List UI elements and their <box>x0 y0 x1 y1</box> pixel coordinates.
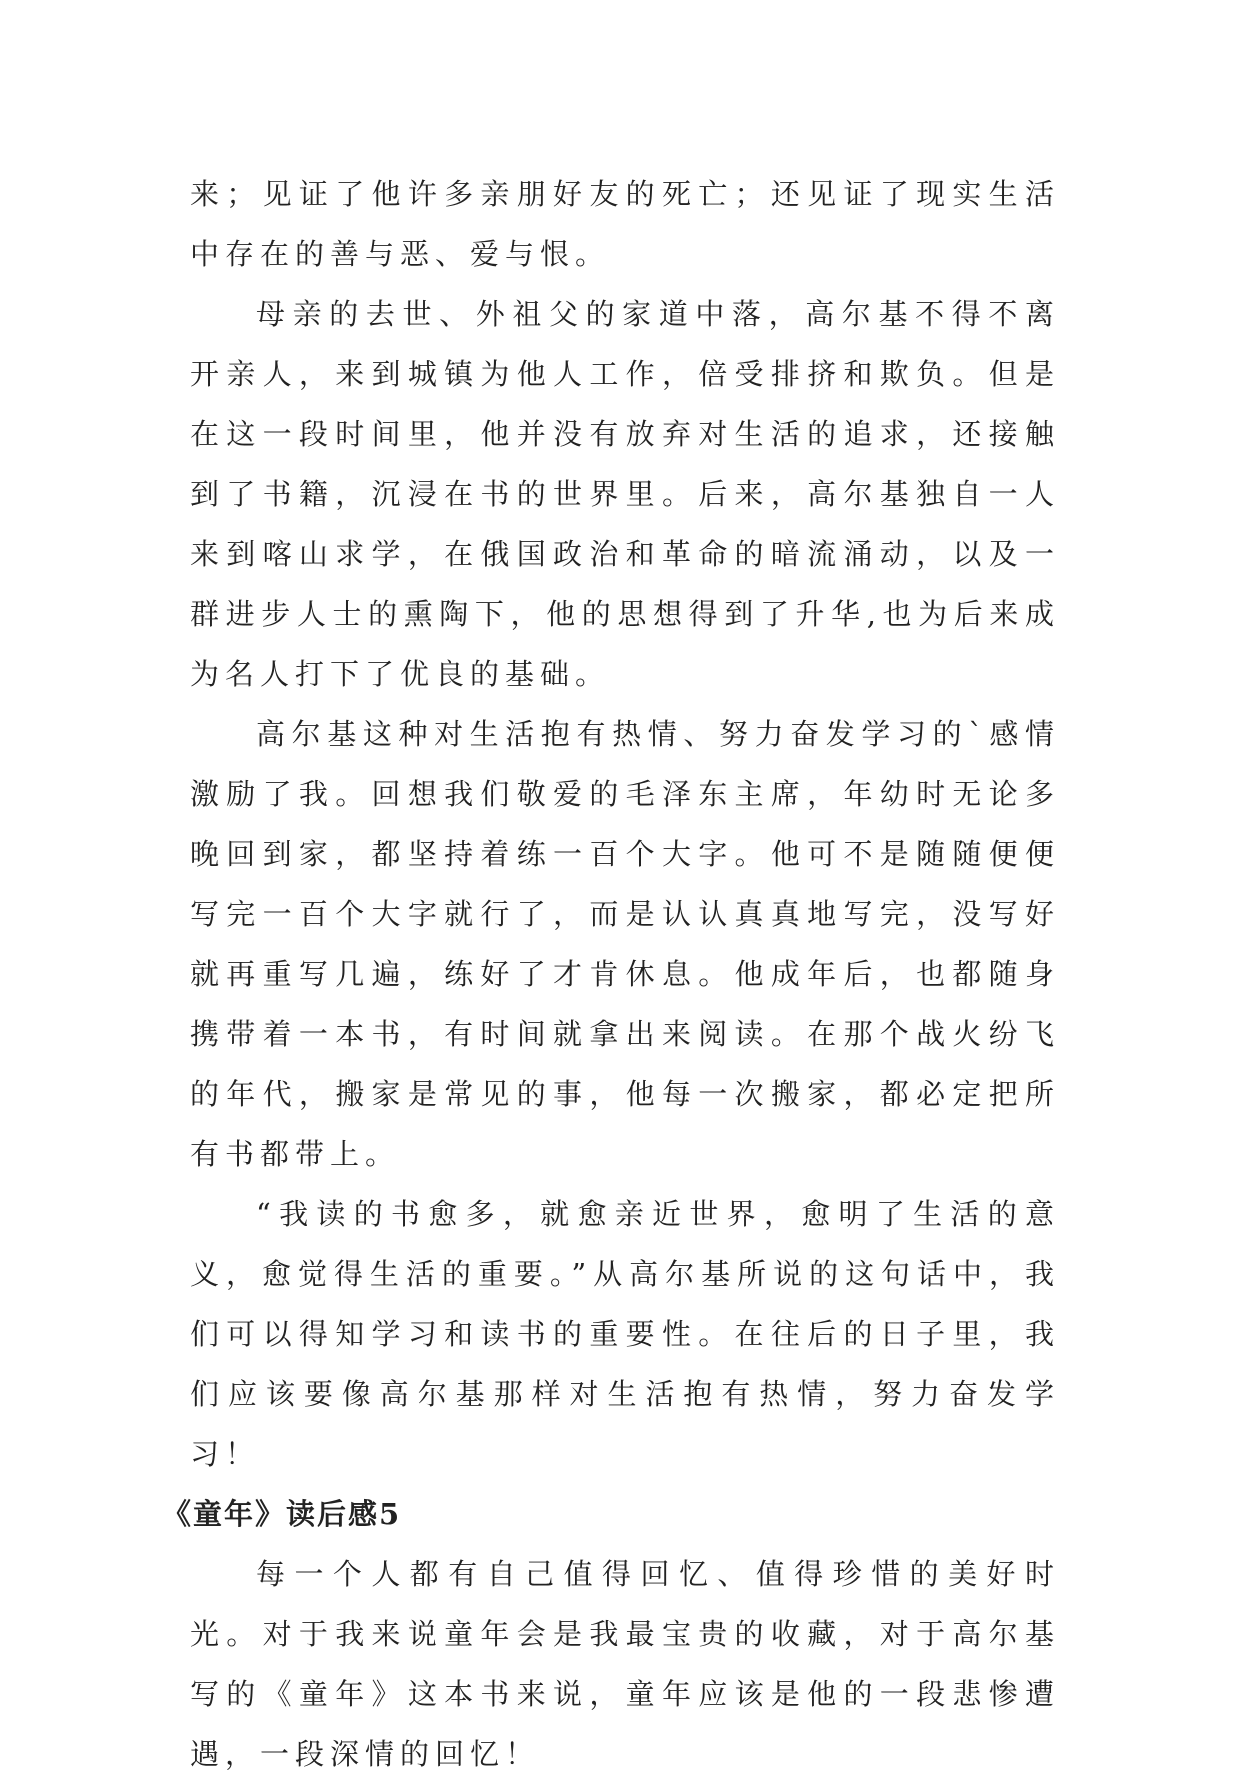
paragraph-4: “我读的书愈多，就愈亲近世界，愈明了生活的意义，愈觉得生活的重要。”从高尔基所说的这句话中，我们可以得知学习和读书的重要性。在往后的日子里，我们应该要像高尔基那样对生活抱有热情，努力奋发学习！ <box>190 1197 1060 1471</box>
document-body <box>162 164 1060 1784</box>
paragraph-5: 每一个人都有自己值得回忆、值得珍惜的美好时光。对于我来说童年会是我最宝贵的收藏，对于高尔基写的《童年》这本书来说，童年应该是他的一段悲惨遭遇，一段深情的回忆！ <box>190 1557 1060 1771</box>
paragraph-2: 母亲的去世、外祖父的家道中落，高尔基不得不离开亲人，来到城镇为他人工作，倍受排挤和欺负。但是在这一段时间里，他并没有放弃对生活的追求，还接触到了书籍，沉浸在书的世界里。后来，高尔基独自一人来到喀山求学，在俄国政治和革命的暗流涌动，以及一群进步人士的熏陶下，他的思想得到了升华,也为后来成为名人打下了优良的基础。 <box>190 297 1060 691</box>
paragraph-1: 来；见证了他许多亲朋好友的死亡；还见证了现实生活中存在的善与恶、爱与恨。 <box>190 177 1060 271</box>
section-heading: 《童年》读后感5 <box>162 1497 402 1531</box>
paragraph-3: 高尔基这种对生活抱有热情、努力奋发学习的`感情激励了我。回想我们敬爱的毛泽东主席，年幼时无论多晚回到家，都坚持着练一百个大字。他可不是随随便便写完一百个大字就行了，而是认认真真地写完，没写好就再重写几遍，练好了才肯休息。他成年后，也都随身携带着一本书，有时间就拿出来阅读。在那个战火纷飞的年代，搬家是常见的事，他每一次搬家，都必定把所有书都带上。 <box>190 717 1060 1171</box>
